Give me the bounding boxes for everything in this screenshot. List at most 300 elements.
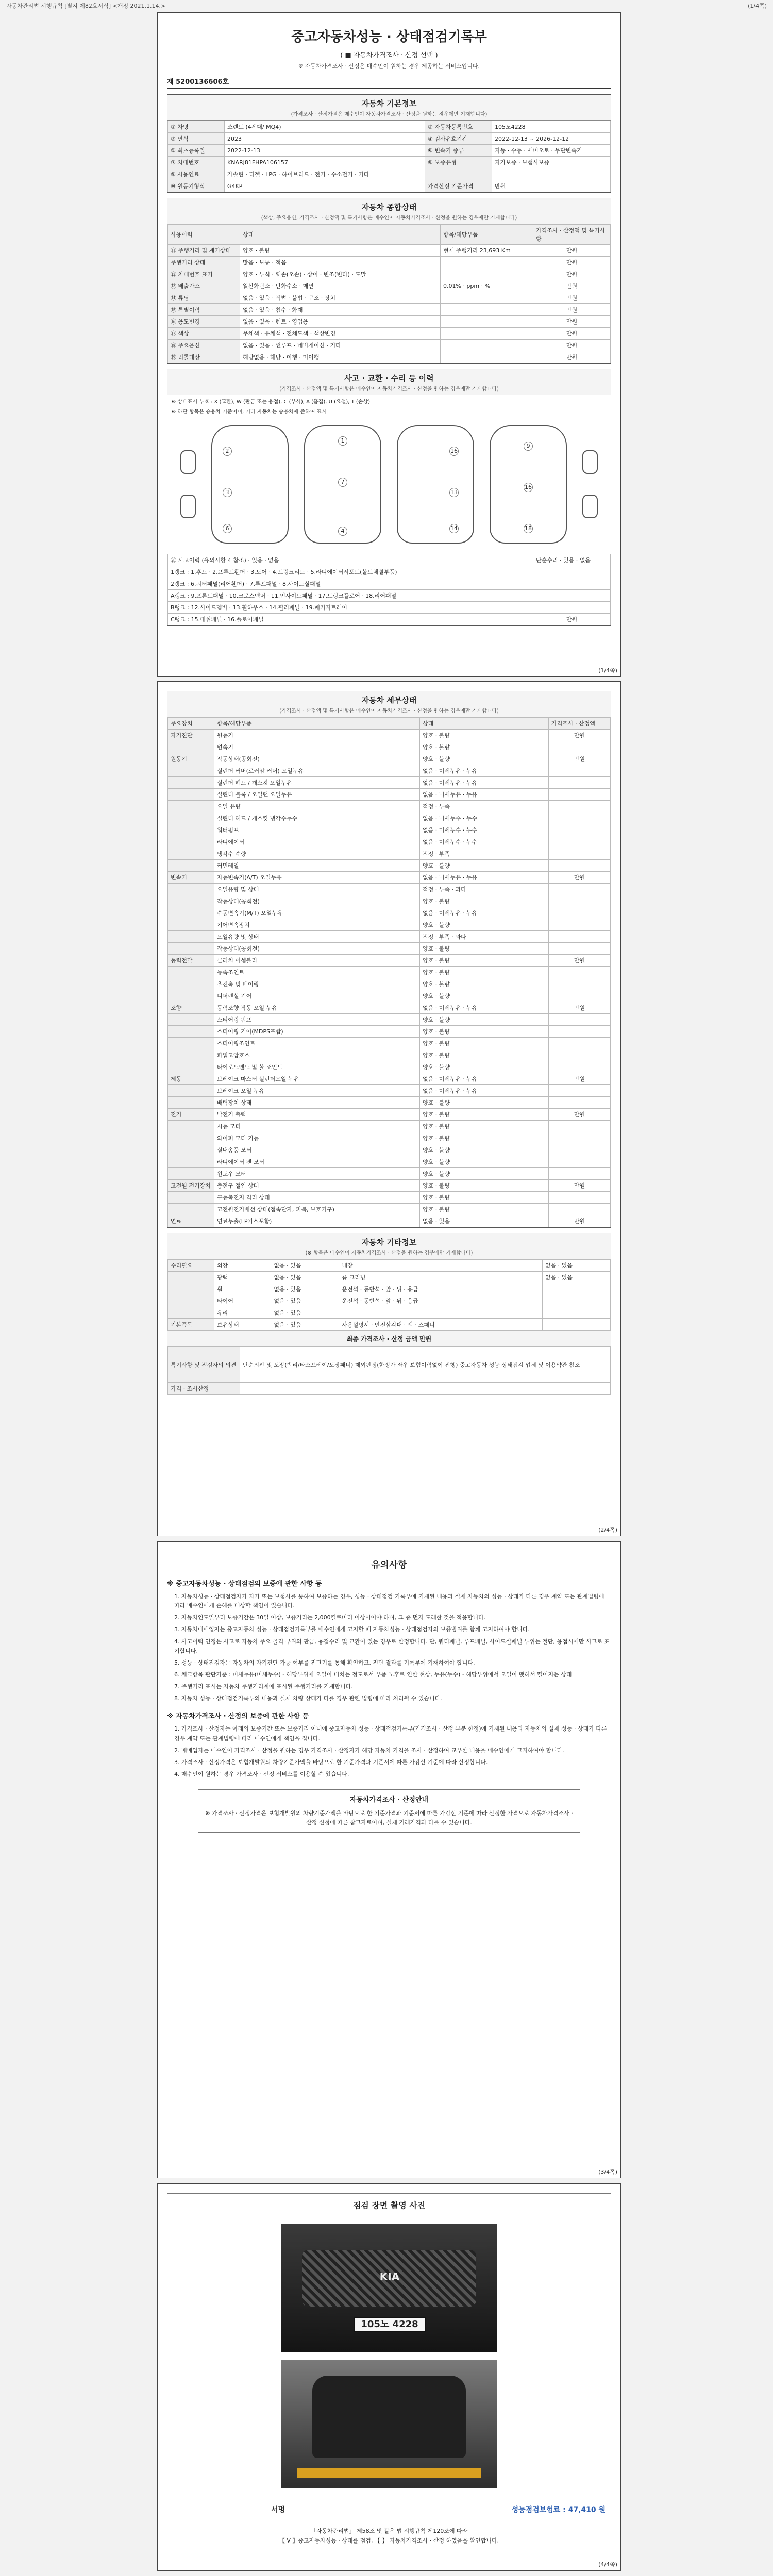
detail-col: 가격조사 · 산정액 bbox=[549, 718, 611, 730]
summary-label: ⑮ 특별이력 bbox=[168, 304, 240, 316]
basic-value: KNARJ81FHPA106157 bbox=[225, 157, 425, 168]
other-item: 보유상태 bbox=[214, 1319, 271, 1331]
summary-detail bbox=[441, 351, 533, 363]
summary-detail bbox=[441, 316, 533, 328]
summary-detail bbox=[441, 340, 533, 351]
basic-value bbox=[492, 168, 611, 180]
detail-row bbox=[168, 801, 611, 812]
detail-price bbox=[549, 824, 611, 836]
detail-state: 없음 · 미세누유 · 누유 bbox=[420, 765, 549, 777]
detail-item: 발전기 출력 bbox=[214, 1109, 420, 1121]
detail-state: 양호 · 불량 bbox=[420, 1026, 549, 1038]
part-marker: 18 bbox=[524, 524, 533, 533]
summary-state: 없음 · 있음 · 썬루프 · 네비게이션 · 기타 bbox=[240, 340, 441, 351]
other-row bbox=[168, 1283, 611, 1295]
other-state-2 bbox=[542, 1319, 610, 1331]
other-state-2 bbox=[542, 1283, 610, 1295]
detail-row bbox=[168, 1215, 611, 1227]
detail-row bbox=[168, 1038, 611, 1049]
notice-item: 1. 자동차성능 · 상태점검자가 자가 또는 보험사를 통하여 보증하는 경우, 성능 · 상태점검 기록부에 기재된 내용과 실제 자동차의 성능 · 상태가 다른 경우 계약 또는 관계법령에 따라 매수인에게 손해를 배상할 책임이 있습니다. bbox=[174, 1593, 604, 1609]
detail-group: 변속기 bbox=[168, 872, 214, 884]
summary-state: 양호 · 불량 bbox=[240, 245, 441, 257]
other-group: 수리필요 bbox=[168, 1260, 214, 1272]
basic-value: 자가보증 · 보험사보증 bbox=[492, 157, 611, 168]
summary-price: 만원 bbox=[533, 292, 611, 304]
detail-item: 실린더 커버(로커암 커버) 오일누유 bbox=[214, 765, 420, 777]
detail-group bbox=[168, 1132, 214, 1144]
detail-state: 양호 · 불량 bbox=[420, 1180, 549, 1192]
detail-item: 등속조인트 bbox=[214, 967, 420, 978]
detail-state: 적정 · 부족 · 과다 bbox=[420, 884, 549, 895]
detail-state: 양호 · 불량 bbox=[420, 1121, 549, 1132]
detail-group bbox=[168, 836, 214, 848]
detail-state: 양호 · 불량 bbox=[420, 1132, 549, 1144]
summary-price: 만원 bbox=[533, 328, 611, 340]
detail-item: 실내송풍 모터 bbox=[214, 1144, 420, 1156]
basic-info-title: 자동차 기본정보 bbox=[167, 95, 611, 110]
detail-row bbox=[168, 824, 611, 836]
summary-detail: 현재 주행거리 23,693 Km bbox=[441, 245, 533, 257]
detail-item: 변속기 bbox=[214, 741, 420, 753]
detail-item: 오일 유량 bbox=[214, 801, 420, 812]
notice-item: 8. 자동차 성능 · 상태점검기록부의 내용과 실제 차량 상태가 다를 경우 관련 법령에 따라 처리될 수 있습니다. bbox=[174, 1695, 442, 1702]
detail-state: 양호 · 불량 bbox=[420, 1061, 549, 1073]
detail-row bbox=[168, 967, 611, 978]
detail-group bbox=[168, 1049, 214, 1061]
detail-state: 양호 · 불량 bbox=[420, 730, 549, 741]
detail-price bbox=[549, 801, 611, 812]
other-item-2: 사용설명서 · 안전삼각대 · 잭 · 스패너 bbox=[339, 1319, 543, 1331]
accident-note: (가격조사 · 산정액 및 특기사항은 매수인이 자동차가격조사 · 산정을 원하는 경우에만 기재합니다) bbox=[167, 384, 611, 395]
detail-price bbox=[549, 765, 611, 777]
other-state: 없음 · 있음 bbox=[271, 1283, 339, 1295]
basic-info-row bbox=[168, 180, 611, 192]
basic-label bbox=[425, 168, 492, 180]
summary-detail bbox=[441, 328, 533, 340]
summary-col: 항목/해당부품 bbox=[441, 225, 533, 245]
detail-group: 고전원 전기장치 bbox=[168, 1180, 214, 1192]
summary-row bbox=[168, 280, 611, 292]
detail-item: 수동변속기(M/T) 오일누유 bbox=[214, 907, 420, 919]
detail-state: 양호 · 불량 bbox=[420, 860, 549, 872]
detail-item: 고전원전기배선 상태(접속단자, 피복, 보호기구) bbox=[214, 1204, 420, 1215]
notice-item: 5. 성능 · 상태점검자는 자동차의 자기진단 가능 여부를 진단기를 통해 확인하고, 진단 결과를 기록부에 기재하여야 합니다. bbox=[174, 1659, 475, 1666]
document-title: 중고자동차성능 · 상태점검기록부 bbox=[291, 29, 487, 45]
notice-item: 7. 주행거리 표시는 자동차 주행거리계에 표시된 주행거리를 기재합니다. bbox=[174, 1683, 353, 1690]
other-item-2 bbox=[339, 1307, 543, 1319]
other-item: 유리 bbox=[214, 1307, 271, 1319]
summary-state: 양호 · 부식 · 훼손(오손) · 상이 · 변조(변타) · 도말 bbox=[240, 268, 441, 280]
basic-info-note: (가격조사 · 산정가격은 매수인이 자동차가격조사 · 산정을 원하는 경우에만 기재합니다) bbox=[167, 110, 611, 121]
summary-label: ⑭ 튜닝 bbox=[168, 292, 240, 304]
detail-price bbox=[549, 836, 611, 848]
accident-title: 사고 · 교환 · 수리 등 이력 bbox=[167, 369, 611, 384]
summary-col: 사용이력 bbox=[168, 225, 240, 245]
detail-state: 없음 · 미세누유 · 누유 bbox=[420, 907, 549, 919]
detail-state: 양호 · 불량 bbox=[420, 955, 549, 967]
car-diagram bbox=[167, 415, 611, 554]
car-top-view bbox=[304, 425, 381, 544]
other-item-2: 운전석 · 동반석 · 앞 · 뒤 · 응급 bbox=[339, 1283, 543, 1295]
remarks-table bbox=[167, 1346, 611, 1395]
front-photo bbox=[281, 2224, 497, 2352]
basic-value: 만원 bbox=[492, 180, 611, 192]
summary-col: 가격조사 · 산정액 및 특기사항 bbox=[533, 225, 611, 245]
detail-state: 양호 · 불량 bbox=[420, 895, 549, 907]
part-marker: 6 bbox=[223, 524, 232, 533]
rank-c: C랭크 : 15.대쉬패널 · 16.플로어패널 bbox=[168, 614, 533, 625]
other-row bbox=[168, 1307, 611, 1319]
basic-label: ⑧ 보증유형 bbox=[425, 157, 492, 168]
detail-row bbox=[168, 931, 611, 943]
other-state: 없음 · 있음 bbox=[271, 1260, 339, 1272]
detail-item: 오일유량 및 상태 bbox=[214, 884, 420, 895]
detail-row bbox=[168, 1180, 611, 1192]
detail-group bbox=[168, 777, 214, 789]
detail-price bbox=[549, 1049, 611, 1061]
basic-label: ⑦ 차대번호 bbox=[168, 157, 225, 168]
other-row bbox=[168, 1295, 611, 1307]
detail-group bbox=[168, 1204, 214, 1215]
detail-row bbox=[168, 943, 611, 955]
detail-row bbox=[168, 860, 611, 872]
price-guide-title: 자동차가격조사 · 산정안내 bbox=[349, 1796, 429, 1804]
basic-label: ④ 검사유효기간 bbox=[425, 133, 492, 145]
detail-row bbox=[168, 1192, 611, 1204]
basic-value: 쏘렌토 (4세대/ MQ4) bbox=[225, 121, 425, 133]
summary-row bbox=[168, 292, 611, 304]
detail-group: 동력전달 bbox=[168, 955, 214, 967]
detail-item: 브레이크 마스터 실린더오일 누유 bbox=[214, 1073, 420, 1085]
rank-1: 1랭크 : 1.후드 · 2.프론트휀더 · 3.도어 · 4.트렁크리드 · 5.라디에이터서포트(볼트체결부품) bbox=[168, 566, 611, 578]
remarks-text: 단순외판 및 도장(박리/타스프레이/도장패너) 제외판정(한정가 좌우 보험이력없이 진행) 중고자동차 성능 상태점검 업체 및 이용약관 참조 bbox=[240, 1347, 611, 1383]
detail-price bbox=[549, 967, 611, 978]
detail-price: 만원 bbox=[549, 1002, 611, 1014]
detail-row bbox=[168, 990, 611, 1002]
detail-price bbox=[549, 990, 611, 1002]
summary-state: 무채색 · 유채색 · 전체도색 · 색상변경 bbox=[240, 328, 441, 340]
accident-price: 만원 bbox=[533, 614, 611, 625]
price-guide-text: ※ 가격조사 · 산정가격은 보험개발원의 차량기준가액을 바탕으로 한 기준가격과 기준서에 따른 가감산 기준에 따라 산정한 가격으로 자동차가격조사 · 산정 신청에 따른 참고자료이며, 실제 거래가격과 다를 수 있습니다. bbox=[205, 1809, 573, 1826]
other-item-2: 운전석 · 동반석 · 앞 · 뒤 · 응급 bbox=[339, 1295, 543, 1307]
detail-item: 파워고압호스 bbox=[214, 1049, 420, 1061]
basic-label: ② 자동차등록번호 bbox=[425, 121, 492, 133]
other-state-2: 없음 · 있음 bbox=[542, 1260, 610, 1272]
other-group bbox=[168, 1295, 214, 1307]
detail-group: 전기 bbox=[168, 1109, 214, 1121]
car-right-view bbox=[397, 425, 474, 544]
detail-state: 없음 · 미세누유 · 누유 bbox=[420, 789, 549, 801]
notice-item: 3. 자동차매매업자는 중고자동차 성능 · 상태점검기록부를 매수인에게 고지할 때 자동차성능 · 상태점검자의 보증범위를 함께 고지하여야 합니다. bbox=[174, 1626, 530, 1633]
detail-state: 양호 · 불량 bbox=[420, 1109, 549, 1121]
detail-item: 라디에이터 팬 모터 bbox=[214, 1156, 420, 1168]
detail-price: 만원 bbox=[549, 1180, 611, 1192]
detail-row bbox=[168, 955, 611, 967]
other-state: 없음 · 있음 bbox=[271, 1272, 339, 1283]
detail-row bbox=[168, 919, 611, 931]
summary-title: 자동차 종합상태 bbox=[167, 198, 611, 213]
detail-item: 기어변속장치 bbox=[214, 919, 420, 931]
detail-item: 원동기 bbox=[214, 730, 420, 741]
notice-item: 3. 가격조사 · 산정가격은 보험개발원의 차량기준가액을 바탕으로 한 기준가격과 기준서에 따른 가감산 기준에 따라 산정합니다. bbox=[174, 1758, 488, 1766]
part-marker: 3 bbox=[223, 488, 232, 497]
basic-value: 105노4228 bbox=[492, 121, 611, 133]
detail-item: 디퍼렌셜 기어 bbox=[214, 990, 420, 1002]
detail-group bbox=[168, 824, 214, 836]
summary-section bbox=[167, 198, 611, 364]
detail-state: 양호 · 불량 bbox=[420, 919, 549, 931]
detail-row bbox=[168, 730, 611, 741]
detail-row bbox=[168, 753, 611, 765]
detail-group bbox=[168, 895, 214, 907]
part-marker: 1 bbox=[338, 436, 347, 446]
notice-list bbox=[167, 1592, 611, 1703]
part-marker: 14 bbox=[449, 524, 459, 533]
summary-state: 많음 · 보통 · 적음 bbox=[240, 257, 441, 268]
accident-legend-2: ※ 하단 항목은 승용차 기준이며, 기타 자동차는 승용차에 준하여 표시 bbox=[172, 409, 327, 415]
detail-group bbox=[168, 1192, 214, 1204]
detail-item: 라디에이터 bbox=[214, 836, 420, 848]
detail-price bbox=[549, 919, 611, 931]
summary-price: 만원 bbox=[533, 304, 611, 316]
detail-group bbox=[168, 1061, 214, 1073]
detail-price bbox=[549, 1026, 611, 1038]
summary-price: 만원 bbox=[533, 245, 611, 257]
detail-row bbox=[168, 836, 611, 848]
other-info-table bbox=[167, 1259, 611, 1331]
detail-price bbox=[549, 907, 611, 919]
summary-row bbox=[168, 245, 611, 257]
detail-note: (가격조사 · 산정액 및 특기사항은 매수인이 자동차가격조사 · 산정을 원하는 경우에만 기재합니다) bbox=[167, 706, 611, 717]
detail-group bbox=[168, 789, 214, 801]
summary-detail bbox=[441, 304, 533, 316]
detail-item: 와이퍼 모터 기능 bbox=[214, 1132, 420, 1144]
detail-state: 양호 · 불량 bbox=[420, 1097, 549, 1109]
detail-item: 작동상태(공회전) bbox=[214, 943, 420, 955]
detail-state: 양호 · 불량 bbox=[420, 943, 549, 955]
detail-section bbox=[167, 691, 611, 1228]
basic-value: 2022-12-13 ~ 2026-12-12 bbox=[492, 133, 611, 145]
document-header bbox=[167, 26, 611, 70]
simple-repair: 단순수리 · 있음 · 없음 bbox=[533, 554, 611, 566]
wheel-icon bbox=[180, 495, 196, 518]
basic-label: ③ 연식 bbox=[168, 133, 225, 145]
detail-item: 배력장치 상태 bbox=[214, 1097, 420, 1109]
detail-row bbox=[168, 1204, 611, 1215]
detail-item: 동력조향 작동 오일 누유 bbox=[214, 1002, 420, 1014]
detail-group bbox=[168, 1121, 214, 1132]
detail-row bbox=[168, 1002, 611, 1014]
detail-group bbox=[168, 848, 214, 860]
document-number: 제 5200136606호 bbox=[167, 76, 611, 89]
basic-label: 가격산정 기준가격 bbox=[425, 180, 492, 192]
notice-item: 2. 자동차인도일부터 보증기간은 30일 이상, 보증거리는 2,000킬로미터 이상이어야 하며, 그 중 먼저 도래한 것을 적용합니다. bbox=[174, 1614, 486, 1621]
accident-table bbox=[167, 554, 611, 625]
summary-note: (색상, 주요옵션, 가격조사 · 산정액 및 특기사항은 매수인이 자동차가격조사 · 산정을 원하는 경우에만 기재합니다) bbox=[167, 213, 611, 224]
detail-state: 적정 · 부족 · 과다 bbox=[420, 931, 549, 943]
detail-row bbox=[168, 978, 611, 990]
price-guide-box bbox=[198, 1789, 580, 1833]
detail-group bbox=[168, 801, 214, 812]
form-reference: 자동차관리법 시행규칙 [별지 제82호서식] <개정 2021.1.14.> bbox=[6, 3, 166, 9]
detail-col: 주요장치 bbox=[168, 718, 214, 730]
notice-item: 4. 사고이력 인정은 사고로 자동차 주요 골격 부위의 판금, 용접수리 및 교환이 있는 경우로 한정합니다. 단, 쿼터패널, 루프패널, 사이드실패널 부위는 절단, 용접시에만 사고로 표기합니다. bbox=[174, 1638, 610, 1654]
detail-item: 구동축전지 격리 상태 bbox=[214, 1192, 420, 1204]
detail-group bbox=[168, 919, 214, 931]
notice-list-2 bbox=[167, 1724, 611, 1779]
lift-shape bbox=[297, 2468, 481, 2478]
detail-item: 타이로드엔드 및 볼 조인트 bbox=[214, 1061, 420, 1073]
detail-item: 작동상태(공회전) bbox=[214, 895, 420, 907]
remarks-label: 특기사항 및 점검자의 의견 bbox=[168, 1347, 240, 1383]
summary-detail bbox=[441, 292, 533, 304]
signature-row bbox=[167, 2499, 611, 2520]
detail-state: 양호 · 불량 bbox=[420, 753, 549, 765]
detail-row bbox=[168, 872, 611, 884]
detail-group: 원동기 bbox=[168, 753, 214, 765]
insurance-fee: 성능점검보험료 : 47,410 원 bbox=[511, 2506, 606, 2514]
basic-label: ⑤ 최초등록일 bbox=[168, 145, 225, 157]
wheel-icon bbox=[582, 495, 598, 518]
footer-line-2: 【 V 】중고자동차성능 · 상태를 점검, 【 】 자동차가격조사 · 산정 하였음을 확인합니다. bbox=[279, 2537, 499, 2544]
part-marker: 2 bbox=[223, 447, 232, 456]
detail-row bbox=[168, 1144, 611, 1156]
part-marker: 16 bbox=[449, 447, 459, 456]
detail-state: 적정 · 부족 bbox=[420, 801, 549, 812]
detail-price bbox=[549, 1144, 611, 1156]
detail-state: 없음 · 미세누수 · 누수 bbox=[420, 836, 549, 848]
document-subtitle: ( ■ 자동차가격조사 · 산정 선택 ) bbox=[340, 52, 438, 59]
detail-title: 자동차 세부상태 bbox=[167, 691, 611, 706]
detail-state: 양호 · 불량 bbox=[420, 741, 549, 753]
detail-price bbox=[549, 1192, 611, 1204]
other-row bbox=[168, 1272, 611, 1283]
detail-group bbox=[168, 990, 214, 1002]
summary-price: 만원 bbox=[533, 280, 611, 292]
part-marker: 7 bbox=[338, 478, 347, 487]
car-left-view bbox=[211, 425, 289, 544]
license-plate: 105노 4228 bbox=[354, 2317, 426, 2332]
notice-heading-1: ※ 중고자동차성능 · 상태점검의 보증에 관한 사항 등 bbox=[167, 1580, 322, 1588]
summary-state: 없음 · 있음 · 침수 · 화재 bbox=[240, 304, 441, 316]
detail-price bbox=[549, 777, 611, 789]
detail-item: 클러치 어셈블리 bbox=[214, 955, 420, 967]
summary-row bbox=[168, 268, 611, 280]
detail-item: 실린더 헤드 / 개스킷 오일누유 bbox=[214, 777, 420, 789]
basic-info-row bbox=[168, 157, 611, 168]
summary-detail: 0.01% · ppm · % bbox=[441, 280, 533, 292]
detail-price: 만원 bbox=[549, 1109, 611, 1121]
detail-state: 없음 · 미세누수 · 누수 bbox=[420, 824, 549, 836]
detail-item: 커먼레일 bbox=[214, 860, 420, 872]
summary-detail bbox=[441, 268, 533, 280]
summary-detail bbox=[441, 257, 533, 268]
detail-item: 연료누출(LP가스포함) bbox=[214, 1215, 420, 1227]
detail-price: 만원 bbox=[549, 730, 611, 741]
summary-price: 만원 bbox=[533, 351, 611, 363]
detail-price bbox=[549, 978, 611, 990]
summary-row bbox=[168, 351, 611, 363]
underbody-photo bbox=[281, 2360, 497, 2488]
detail-state: 적정 · 부족 bbox=[420, 848, 549, 860]
summary-label: 주행거리 상태 bbox=[168, 257, 240, 268]
summary-price: 만원 bbox=[533, 340, 611, 351]
summary-price: 만원 bbox=[533, 257, 611, 268]
detail-price bbox=[549, 1038, 611, 1049]
summary-col: 상태 bbox=[240, 225, 441, 245]
page-indicator: (1/4쪽) bbox=[748, 3, 767, 9]
basic-label: ⑥ 변속기 종류 bbox=[425, 145, 492, 157]
other-row bbox=[168, 1260, 611, 1272]
detail-group bbox=[168, 765, 214, 777]
basic-info-row bbox=[168, 121, 611, 133]
car-body-shape bbox=[312, 2376, 466, 2458]
other-group: 기본품목 bbox=[168, 1319, 214, 1331]
detail-row bbox=[168, 1132, 611, 1144]
other-group bbox=[168, 1307, 214, 1319]
detail-group bbox=[168, 931, 214, 943]
detail-state: 없음 · 미세누유 · 누유 bbox=[420, 1073, 549, 1085]
detail-price bbox=[549, 812, 611, 824]
detail-row bbox=[168, 765, 611, 777]
other-row bbox=[168, 1319, 611, 1331]
summary-state: 없음 · 있음 · 적법 · 불법 · 구조 · 장치 bbox=[240, 292, 441, 304]
summary-price: 만원 bbox=[533, 268, 611, 280]
detail-state: 없음 · 미세누수 · 누수 bbox=[420, 812, 549, 824]
part-marker: 16 bbox=[524, 483, 533, 492]
rank-a: A랭크 : 9.프론트패널 · 10.크로스멤버 · 11.인사이드패널 · 17.트렁크플로어 · 18.리어패널 bbox=[168, 590, 611, 602]
photo-title: 점검 장면 촬영 사진 bbox=[167, 2193, 611, 2216]
detail-price: 만원 bbox=[549, 1073, 611, 1085]
detail-price bbox=[549, 884, 611, 895]
detail-price: 만원 bbox=[549, 872, 611, 884]
other-state: 없음 · 있음 bbox=[271, 1319, 339, 1331]
detail-state: 양호 · 불량 bbox=[420, 978, 549, 990]
summary-row bbox=[168, 328, 611, 340]
summary-table bbox=[167, 224, 611, 363]
notice-item: 4. 매수인이 원하는 경우 가격조사 · 산정 서비스를 이용할 수 있습니다. bbox=[174, 1770, 349, 1777]
detail-item: 스티어링 펌프 bbox=[214, 1014, 420, 1026]
detail-item: 윈도우 모터 bbox=[214, 1168, 420, 1180]
basic-value: 가솔린 · 디젤 · LPG · 하이브리드 · 전기 · 수소전기 · 기타 bbox=[225, 168, 425, 180]
basic-info-row bbox=[168, 168, 611, 180]
detail-state: 양호 · 불량 bbox=[420, 1049, 549, 1061]
detail-price bbox=[549, 848, 611, 860]
other-state: 없음 · 있음 bbox=[271, 1307, 339, 1319]
detail-row bbox=[168, 1026, 611, 1038]
detail-group bbox=[168, 978, 214, 990]
detail-table bbox=[167, 717, 611, 1227]
detail-price bbox=[549, 1132, 611, 1144]
page-number: (2/4쪽) bbox=[598, 1527, 617, 1533]
detail-state: 양호 · 불량 bbox=[420, 1144, 549, 1156]
detail-item: 워터펌프 bbox=[214, 824, 420, 836]
summary-row bbox=[168, 316, 611, 328]
summary-label: ⑱ 주요옵션 bbox=[168, 340, 240, 351]
summary-row bbox=[168, 304, 611, 316]
detail-price bbox=[549, 1168, 611, 1180]
notice-title: 유의사항 bbox=[371, 1560, 407, 1570]
page-4 bbox=[157, 2183, 621, 2571]
detail-state: 양호 · 불량 bbox=[420, 1168, 549, 1180]
detail-state: 양호 · 불량 bbox=[420, 1204, 549, 1215]
notice-heading-2: ※ 자동차가격조사 · 산정의 보증에 관한 사항 등 bbox=[167, 1713, 309, 1721]
accident-section bbox=[167, 369, 611, 626]
other-group bbox=[168, 1283, 214, 1295]
summary-label: ⑬ 배출가스 bbox=[168, 280, 240, 292]
footer-line-1: 「자동차관리법」 제58조 및 같은 법 시행규칙 제120조에 따라 bbox=[310, 2528, 468, 2534]
detail-item: 충전구 절연 상태 bbox=[214, 1180, 420, 1192]
